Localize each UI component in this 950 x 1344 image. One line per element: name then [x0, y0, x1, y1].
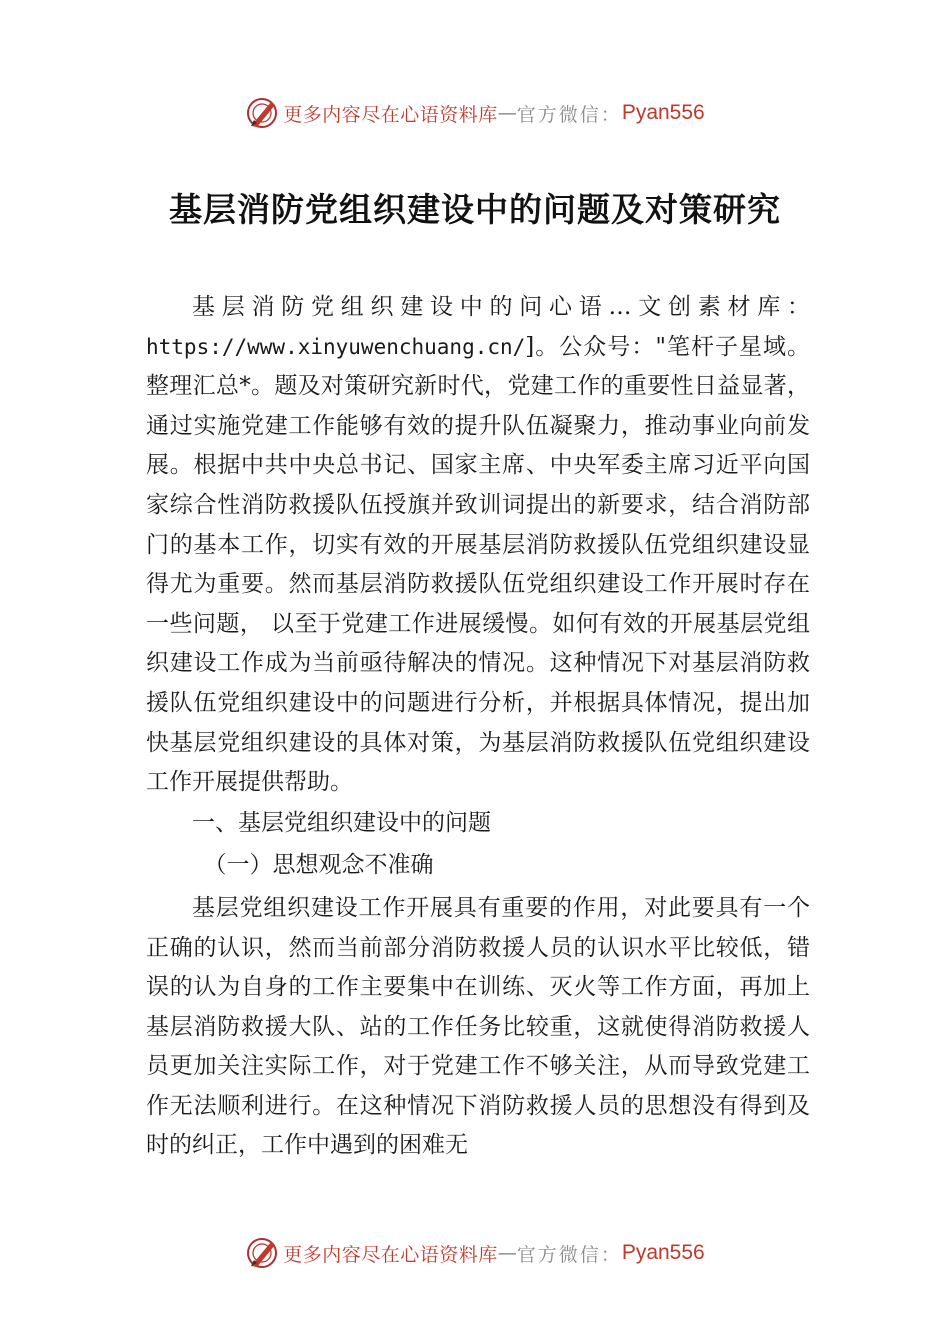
- banner-separator: —: [497, 102, 517, 124]
- section-heading-1: 一、基层党组织建设中的问题: [192, 809, 491, 836]
- document-body: [146, 288, 810, 1166]
- banner-text: 更多内容尽在心语资料库: [283, 103, 498, 126]
- intro-paragraph: [146, 288, 810, 803]
- subsection-heading-1: （一）思想观念不准确: [203, 852, 434, 879]
- banner-wechat-id: Pyan556: [621, 101, 705, 124]
- banner-wechat-label: 官方微信：: [516, 1243, 622, 1266]
- pen-logo-icon: [245, 96, 279, 130]
- source-url: https://www.xinyuwenchuang.cn/: [146, 334, 526, 359]
- banner-wechat-label: 官方微信：: [516, 103, 622, 126]
- document-title: 基层消防党组织建设中的问题及对策研究: [169, 190, 781, 229]
- header-banner: [0, 93, 950, 133]
- footer-banner: [0, 1233, 950, 1273]
- banner-text: 更多内容尽在心语资料库: [283, 1243, 498, 1266]
- paragraph-2: 基层党组织建设工作开展具有重要的作用，对此要具有一个正确的认识，然而当前部分消防救援人员的认识水平比较低，错误的认为自身的工作主要集中在训练、灭火等工作方面，再加上基层消防救援大队、站的工作任务比较重，这就使得消防救援人员更加关注实际工作，对于党建工作不够关注，从而导致党建工作无法顺利进行。在这种情况下消防救援人员的思想没有得到及时的纠正，工作中遇到的困难无: [146, 894, 810, 1159]
- intro-text-rest: ]。公众号："笔杆子星域。整理汇总*。题及对策研究新时代，党建工作的重要性日益显著，通过实施党建工作能够有效的提升队伍凝聚力，推动事业向前发展。根据中共中央总书记、国家主席、中央军委主席习近平向国家综合性消防救援队伍授旗并致训词提出的新要求，结合消防部门的基本工作，切实有效的开展基层消防救援队伍党组织建设显得尤为重要。然而基层消防救援队伍党组织建设工作开展时存在一些问题， 以至于党建工作进展缓慢。如何有效的开展基层党组织建设工作成为当前亟待解决的情况。这种情况下对基层消防救援队伍党组织建设中的问题进行分析，并根据具体情况，提出加快基层党组织建设的具体对策，为基层消防救援队伍党组织建设工作开展提供帮助。: [146, 333, 810, 796]
- intro-text-start: 基层消防党组织建设中的问心语…文创素材库：: [192, 294, 810, 320]
- banner-wechat-id: Pyan556: [621, 1241, 705, 1264]
- pen-logo-icon: [245, 1236, 279, 1270]
- banner-separator: —: [497, 1242, 517, 1264]
